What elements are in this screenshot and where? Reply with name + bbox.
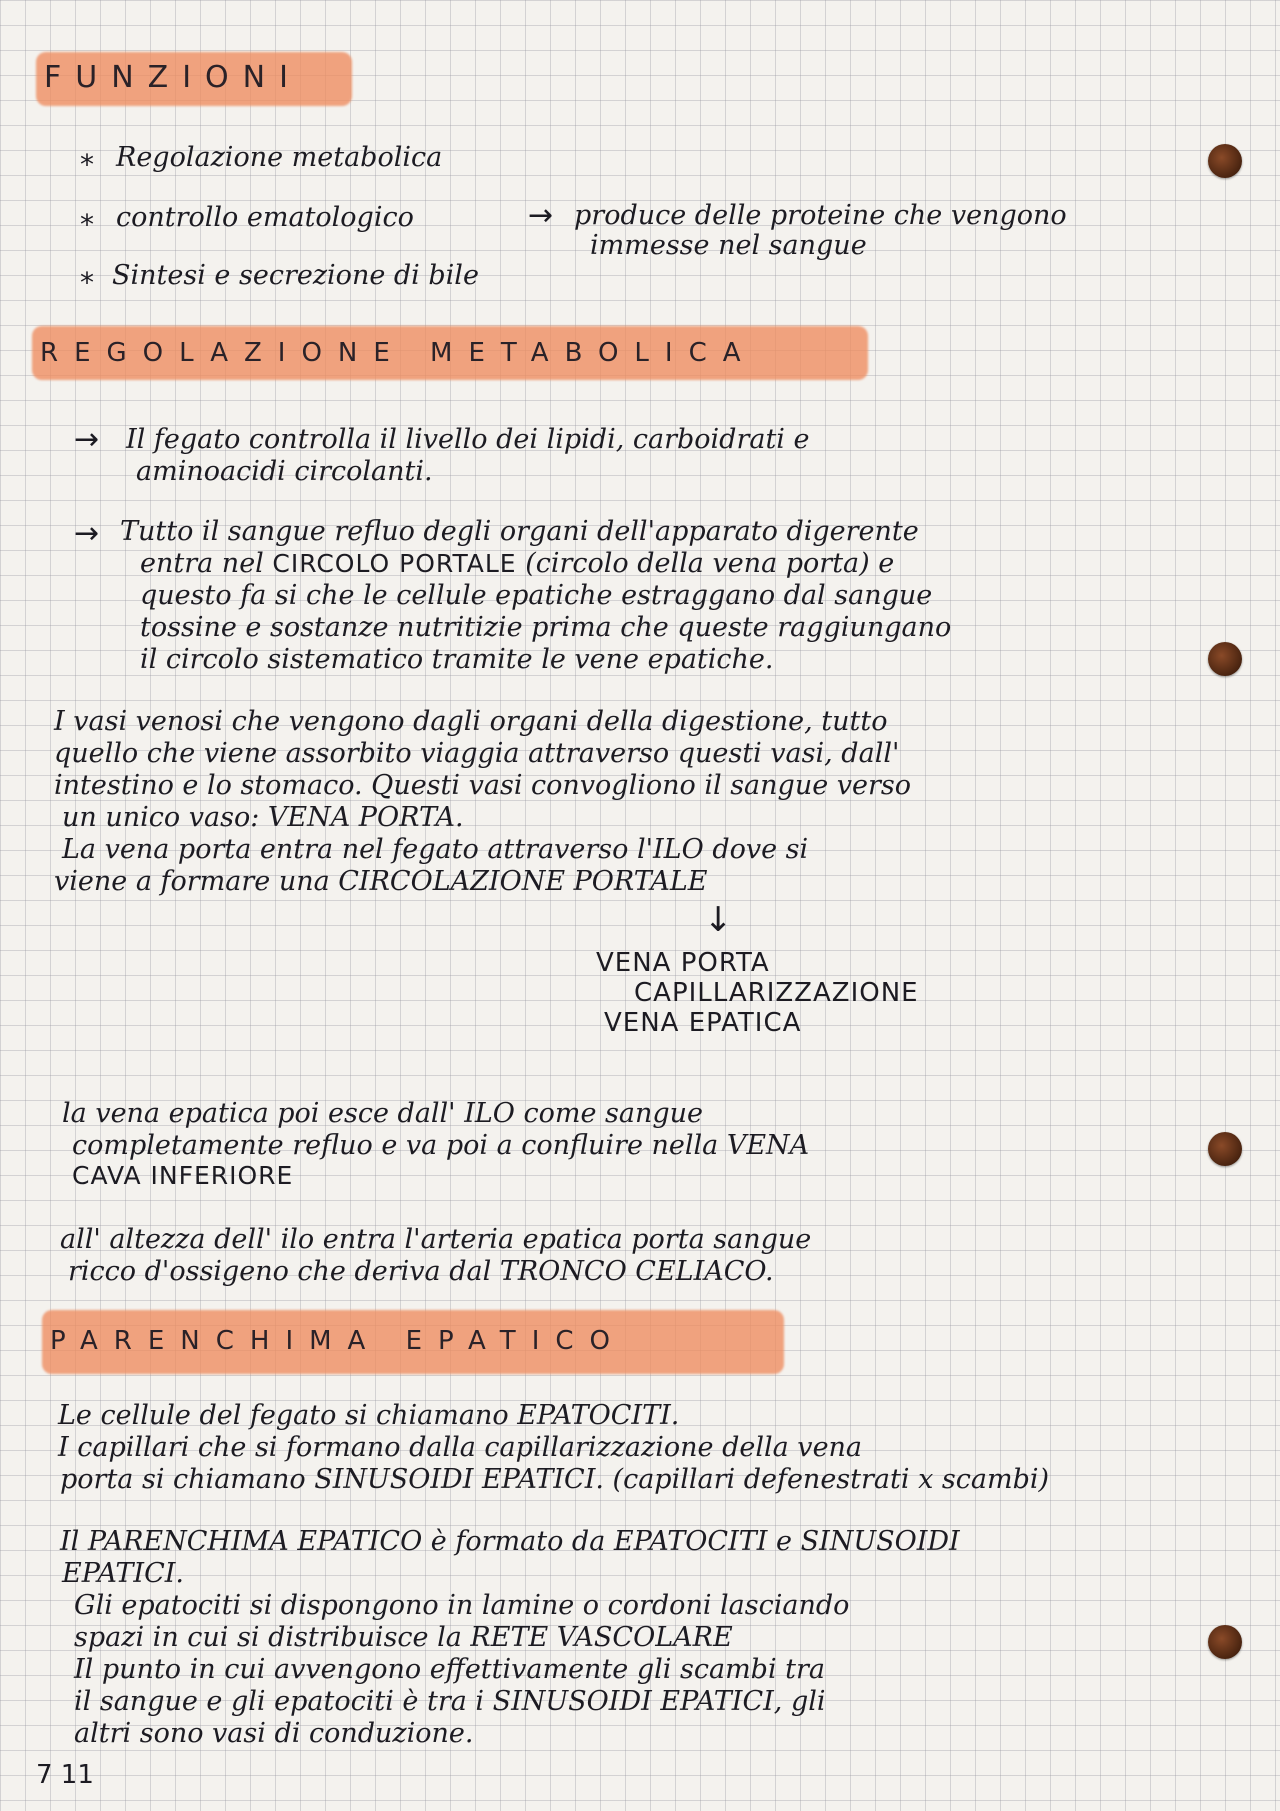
funzioni-item-2-note-1: produce delle proteine che vengono [574,200,1067,231]
binder-hole-2 [1208,642,1242,676]
arrow-right-icon: → [74,516,100,551]
vena-epatica-line1: la vena epatica poi esce dall' ILO come sangue [62,1098,704,1129]
funzioni-item-2-note-2: immesse nel sangue [590,230,867,261]
parenchima-line8: Il punto in cui avvengono effettivamente gli scambi tra [74,1654,826,1685]
regolazione-p2-line4: tossine e sostanze nutritizie prima che queste raggiungano [140,612,952,643]
funzioni-item-1: Regolazione metabolica [116,142,443,173]
vena-epatica-line2: completamente refluo e va poi a confluire nella VENA [72,1130,810,1161]
regolazione-p1-line1: Il fegato controlla il livello dei lipidi, carboidrati e [126,424,810,455]
circolo-portale-term: CIRCOLO PORTALE [272,549,517,578]
funzioni-item-3: Sintesi e secrezione di bile [112,260,479,291]
arteria-line2: ricco d'ossigeno che deriva dal TRONCO CELIACO. [68,1256,774,1287]
parenchima-line1: Le cellule del fegato si chiamano EPATOCITI. [58,1400,680,1431]
page-number: 7 11 [36,1760,94,1790]
regolazione-p2-line2: entra nel CIRCOLO PORTALE (circolo della vena porta) e [140,548,895,579]
heading-parenchima-epatico [50,1308,626,1356]
vena-epatica-line3: CAVA INFERIORE [72,1161,294,1190]
heading-funzioni [44,50,302,95]
arrow-down-icon: ↓ [704,900,733,940]
arrow-right-icon: → [528,198,554,233]
binder-hole-3 [1208,1132,1242,1166]
bullet-1: * [80,148,94,181]
vasi-line3: intestino e lo stomaco. Questi vasi convogliono il sangue verso [54,770,912,801]
flow-step-vena-epatica: VENA EPATICA [604,1008,802,1038]
parenchima-line4: Il PARENCHIMA EPATICO è formato da EPATOCITI e SINUSOIDI [60,1526,960,1557]
heading-parenchima-text: PARENCHIMA EPATICO [50,1326,626,1356]
regolazione-p1-line2: aminoacidi circolanti. [136,456,433,487]
binder-hole-4 [1208,1625,1242,1659]
heading-regolazione-text: REGOLAZIONE METABOLICA [40,338,757,368]
parenchima-line3: porta si chiamano SINUSOIDI EPATICI. (capillari defenestrati x scambi) [60,1464,1050,1495]
vasi-line4: un unico vaso: VENA PORTA. [62,802,464,833]
arteria-line1: all' altezza dell' ilo entra l'arteria epatica porta sangue [60,1224,812,1255]
vasi-line2: quello che viene assorbito viaggia attraverso questi vasi, dall' [54,738,900,769]
regolazione-p2-line1: Tutto il sangue refluo degli organi dell'apparato digerente [120,516,919,547]
parenchima-line10: altri sono vasi di conduzione. [74,1718,474,1749]
heading-funzioni-text: FUNZIONI [44,60,302,95]
bullet-3: * [80,266,94,299]
funzioni-item-2: controllo ematologico [116,202,414,233]
parenchima-line5: EPATICI. [62,1558,185,1589]
bullet-2: * [80,208,94,241]
parenchima-line6: Gli epatociti si dispongono in lamine o cordoni lasciando [74,1590,850,1621]
vasi-line5: La vena porta entra nel fegato attraverso l'ILO dove si [62,834,809,865]
parenchima-line7: spazi in cui si distribuisce la RETE VASCOLARE [74,1622,733,1653]
parenchima-line2: I capillari che si formano dalla capillarizzazione della vena [58,1432,863,1463]
regolazione-p2-line5: il circolo sistematico tramite le vene epatiche. [140,644,774,675]
regolazione-p2-line3: questo fa si che le cellule epatiche estraggano dal sangue [140,580,933,611]
binder-hole-1 [1208,144,1242,178]
flow-step-vena-porta: VENA PORTA [596,948,770,978]
vasi-line6: viene a formare una CIRCOLAZIONE PORTALE [54,866,708,897]
parenchima-line9: il sangue e gli epatociti è tra i SINUSOIDI EPATICI, gli [74,1686,826,1717]
flow-step-capillarizzazione: CAPILLARIZZAZIONE [634,978,919,1008]
arrow-right-icon: → [74,422,100,457]
heading-regolazione-metabolica [40,324,757,368]
vasi-line1: I vasi venosi che vengono dagli organi della digestione, tutto [54,706,888,737]
